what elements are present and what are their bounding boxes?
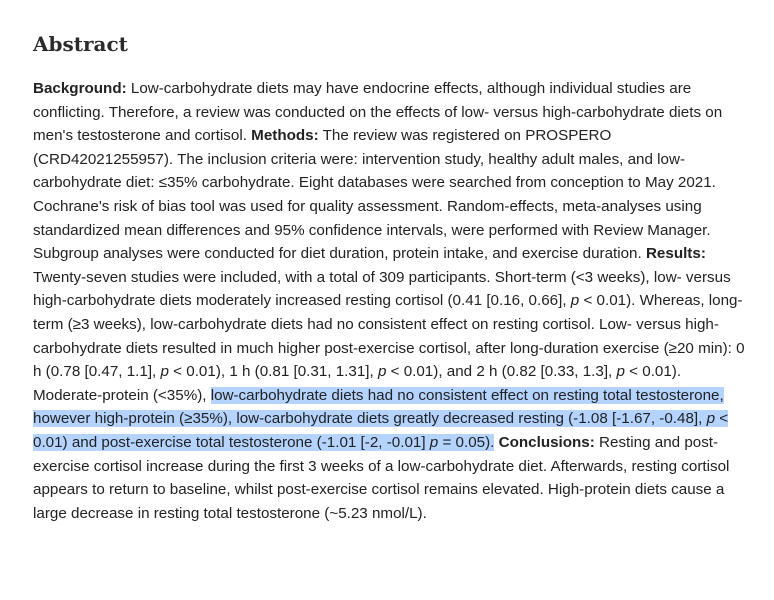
results-text: Twenty-seven studies were included, with a total of 309 participants. Short-term (<3 weeks), low- versus high-carbohydrate diets moderately increased resting cortisol (0.41 [0.16, 0.66],	[33, 268, 731, 310]
results-text: < 0.01), 1 h (0.81 [0.31, 1.31],	[168, 363, 378, 381]
abstract-heading: Abstract	[33, 32, 128, 56]
results-label: Results:	[645, 245, 706, 263]
background-text: Low-carbohydrate diets may have endocrine effects, although individual studies are conflicting. Therefore, a review was conducted on the effects of low- versus high-carbohydrate diets on men's testosterone and cortisol.	[33, 80, 723, 145]
methods-label: Methods:	[251, 127, 319, 145]
selected-text-part: low-carbohydrate diets had no consistent effect on resting total testosterone, however high-protein (≥35%), low-carbohydrate diets greatly decreased resting (-1.08 [-1.67, -0.48],	[33, 386, 724, 428]
results-text: < 0.01). Whereas, long-term (≥3 weeks), low-carbohydrate diets had no consistent effect on resting cortisol. Low- versus high-carbohydrate diets resulted in much higher post-exercise cortisol, after long-duration exercise (≥20 min): 0 h (0.78 [0.47, 1.1],	[33, 292, 745, 381]
methods-text: The review was registered on PROSPERO (CRD42021255957). The inclusion criteria were: intervention study, healthy adult males, and low-carbohydrate diet: ≤35% carbohydrate. Eight databases were searched from conception to May 2021. Cochrane's risk of bias tool was used for quality assessment. Random-effects, meta-analyses using standardized mean differences and 95% confidence intervals, were performed with Review Manager. Subgroup analyses were conducted for diet duration, protein intake, and exercise duration.	[33, 127, 716, 263]
p-value-symbol: p	[616, 363, 625, 381]
abstract-paragraph	[33, 77, 749, 525]
results-text: < 0.01). Moderate-protein (<35%),	[33, 363, 682, 404]
p-value-symbol: p	[160, 363, 169, 381]
selected-text-part: = 0.05).	[438, 433, 495, 451]
background-label: Background:	[33, 80, 127, 97]
p-value-symbol: p	[706, 410, 716, 428]
results-text: < 0.01), and 2 h (0.82 [0.33, 1.3],	[386, 363, 617, 381]
selected-text-part: < 0.01) and post-exercise total testosterone (-1.01 [-2, -0.01]	[33, 410, 729, 451]
conclusions-text: Resting and post-exercise cortisol increase during the first 3 weeks of a low-carbohydrate diet. Afterwards, resting cortisol appears to return to baseline, whilst post-exercise cortisol remains elevated. High-protein diets cause a large decrease in resting total testosterone (~5.23 nmol/L).	[33, 433, 730, 522]
abstract-section	[33, 30, 749, 525]
p-value-symbol: p	[570, 292, 580, 310]
conclusions-label: Conclusions:	[498, 433, 595, 451]
p-value-symbol: p	[429, 433, 439, 451]
p-value-symbol: p	[377, 363, 387, 381]
